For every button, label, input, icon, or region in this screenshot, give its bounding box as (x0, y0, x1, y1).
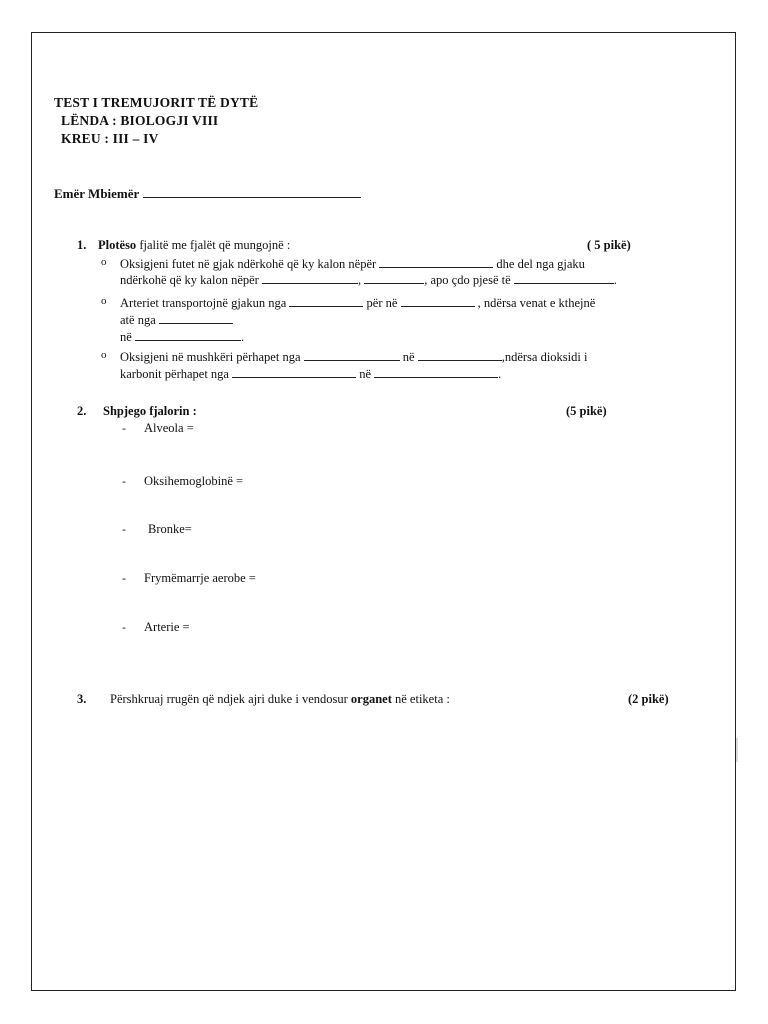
q1-lead-rest: fjalitë me fjalët që mungojnë : (136, 238, 291, 252)
chapter-line: KREU : III – IV (61, 131, 159, 146)
q2-number: 2. (77, 404, 87, 418)
q1-b3-text-c: ,ndërsa dioksidi i (501, 350, 588, 364)
q1-bullet3-line1 (120, 349, 587, 364)
name-blank[interactable] (143, 186, 361, 198)
dash-icon: - (122, 421, 126, 435)
page-border (31, 32, 736, 991)
q2-points: (5 pikë) (566, 404, 607, 418)
q1-b3-text-a: Oksigjeni në mushkëri përhapet nga (120, 350, 301, 364)
q1-number: 1. (77, 238, 87, 252)
q1-b2-text-b: për në (366, 296, 398, 310)
q3-text-a: Përshkruaj rrugën që ndjek ajri duke i vendosur (110, 692, 351, 706)
blank-field[interactable] (304, 349, 400, 361)
q2-item-arterie: Arterie = (144, 620, 190, 634)
dash-icon: - (122, 522, 126, 536)
blank-field[interactable] (364, 272, 424, 284)
q1-bullet2-line3 (120, 329, 244, 344)
blank-field[interactable] (401, 295, 475, 307)
bullet-icon: o (101, 256, 107, 268)
name-field[interactable] (54, 186, 361, 202)
q1-b2-text-d: atë nga (120, 313, 156, 327)
blank-field[interactable] (379, 256, 493, 268)
q1-b3-text-b: në (402, 350, 415, 364)
scan-edge-mark (736, 738, 738, 762)
blank-field[interactable] (159, 312, 233, 324)
blank-field[interactable] (232, 366, 356, 378)
q1-b1-text-c: ndërkohë që ky kalon nëpër (120, 273, 259, 287)
q1-b3-text-e: në (359, 367, 372, 381)
blank-field[interactable] (262, 272, 358, 284)
q3-text-b: në etiketa : (391, 692, 450, 706)
q1-b2-text-c: , ndërsa venat e kthejnë (477, 296, 596, 310)
blank-field[interactable] (374, 366, 498, 378)
q2-item-frymemarrje: Frymëmarrje aerobe = (144, 571, 256, 585)
dash-icon: - (122, 620, 126, 634)
q1-b1-text-d: , (357, 273, 362, 287)
q1-bullet2-line2 (120, 312, 233, 327)
q2-title: Shpjego fjalorin : (103, 404, 197, 418)
q1-b1-text-e: , apo çdo pjesë të (424, 273, 511, 287)
q1-bullet1-line1 (120, 256, 680, 271)
q2-item-alveola: Alveola = (144, 421, 194, 435)
dash-icon: - (122, 474, 126, 488)
q2-item-bronke: Bronke= (148, 522, 192, 536)
bullet-icon: o (101, 349, 107, 361)
q1-points: ( 5 pikë) (587, 238, 631, 252)
q1-bullet3-line2 (120, 366, 501, 381)
bullet-icon: o (101, 295, 107, 307)
q1-bullet1-line2 (120, 272, 617, 287)
subject-line: LËNDA : BIOLOGJI VIII (61, 113, 219, 128)
q1-b1-text-a: Oksigjeni futet në gjak ndërkohë që ky kalon nëpër (120, 257, 377, 271)
blank-field[interactable] (418, 349, 502, 361)
test-title: TEST I TREMUJORIT TË DYTË (54, 95, 259, 110)
q1-b3-text-d: karbonit përhapet nga (120, 367, 229, 381)
blank-field[interactable] (289, 295, 363, 307)
q3-text-bold: organet (350, 692, 392, 706)
q1-b2-text-e: në (120, 330, 132, 344)
q1-b1-text-f: . (613, 273, 617, 287)
name-label: Emër Mbiemër (54, 186, 140, 201)
q3-points: (2 pikë) (628, 692, 669, 706)
dash-icon: - (122, 571, 126, 585)
q1-b2-text-f: . (240, 330, 245, 344)
q1-instruction (98, 238, 290, 252)
q3-number: 3. (77, 692, 87, 706)
q1-lead-bold: Plotëso (98, 238, 137, 252)
blank-field[interactable] (514, 272, 614, 284)
q3-instruction (110, 692, 450, 706)
q1-b1-text-b: dhe del nga gjaku (496, 257, 585, 271)
q1-b2-text-a: Arteriet transportojnë gjakun nga (120, 296, 287, 310)
q2-item-oksihemoglobine: Oksihemoglobinë = (144, 474, 244, 488)
q1-bullet2-line1 (120, 295, 595, 310)
blank-field[interactable] (135, 329, 241, 341)
q1-b3-text-f: . (498, 367, 502, 381)
